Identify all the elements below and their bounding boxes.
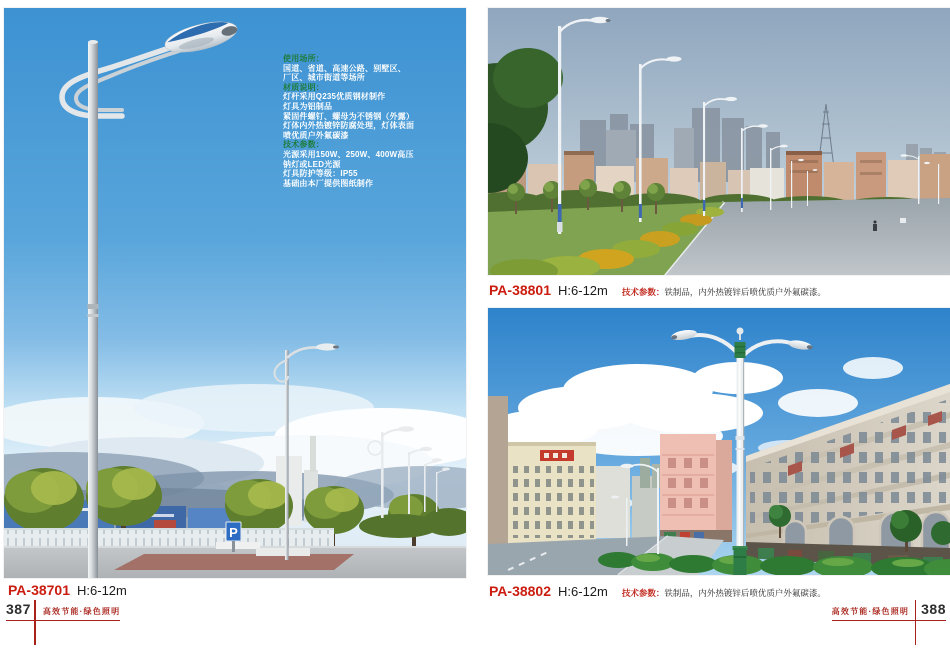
- bench: [256, 548, 310, 556]
- page-number: 388: [921, 601, 946, 617]
- svg-text:P: P: [229, 525, 238, 540]
- product-height: H:6-12m: [558, 584, 608, 599]
- green-base: [734, 548, 747, 575]
- overlay-line: 光源采用150W、250W、400W高压: [283, 149, 414, 159]
- photo-pa38801: [488, 8, 950, 275]
- product-height: H:6-12m: [558, 283, 608, 298]
- product-model: PA-38802: [489, 583, 552, 599]
- footer-divider: [915, 600, 917, 645]
- product-model: PA-38801: [489, 282, 552, 298]
- green-collar: [735, 342, 746, 358]
- overlay-line: 灯体内外热镀锌防腐处理，灯体表面: [283, 121, 415, 131]
- overlay-line: 钠灯或LED光源: [283, 159, 341, 169]
- overlay-line: 灯具为铝制品: [283, 101, 333, 111]
- town-street-scene: [488, 308, 950, 575]
- bench: [216, 542, 260, 549]
- red-walkway: [114, 554, 354, 570]
- footer-divider: [34, 600, 36, 645]
- overlay-line: 灯杆采用Q235优质钢材制作: [283, 92, 386, 102]
- spec-text: 铁制品，内外热镀锌后喷优质户外氟碳漆。: [664, 287, 826, 297]
- overlay-heading: 材质说明：: [283, 82, 324, 92]
- spec-overlay: [283, 54, 458, 188]
- footer-slogan: 高效节能·绿色照明: [831, 607, 910, 616]
- photo-pa38701: [4, 8, 466, 578]
- spec-label: 技术参数：: [621, 287, 665, 297]
- photo-pa38802: [488, 308, 950, 575]
- overlay-line: 基础由本厂提供图纸制作: [283, 178, 374, 188]
- spec-text: 铁制品，内外热镀锌后喷优质户外氟碳漆。: [664, 588, 826, 598]
- overlay-line: 灯具防护等级：IP55: [283, 169, 358, 179]
- overlay-line: 喷优质户外氟碳漆: [283, 130, 349, 140]
- caption-pa38701: [8, 582, 127, 600]
- page-footer-right: [832, 601, 946, 621]
- overlay-heading: 使用场所：: [283, 54, 324, 63]
- page-footer-left: [6, 601, 120, 621]
- caption-pa38801: [489, 282, 826, 300]
- overlay-line: 国道、省道、高速公路、别墅区、: [283, 63, 406, 73]
- overlay-line: 紧固件螺钉、螺母为不锈钢（外露）: [283, 111, 415, 121]
- footer-slogan: 高效节能·绿色照明: [42, 607, 121, 616]
- product-model: PA-38701: [8, 582, 71, 598]
- pink-buildings: [660, 434, 732, 542]
- spec-label: 技术参数：: [621, 588, 665, 598]
- product-height: H:6-12m: [77, 583, 127, 598]
- avenue-scene: [488, 8, 950, 275]
- lamp-pole: [88, 42, 98, 578]
- overlay-line: 厂区、城市街道等场所: [283, 73, 365, 83]
- caption-pa38802: [489, 583, 826, 601]
- page-number: 387: [6, 601, 31, 617]
- overlay-heading: 技术参数：: [283, 140, 324, 150]
